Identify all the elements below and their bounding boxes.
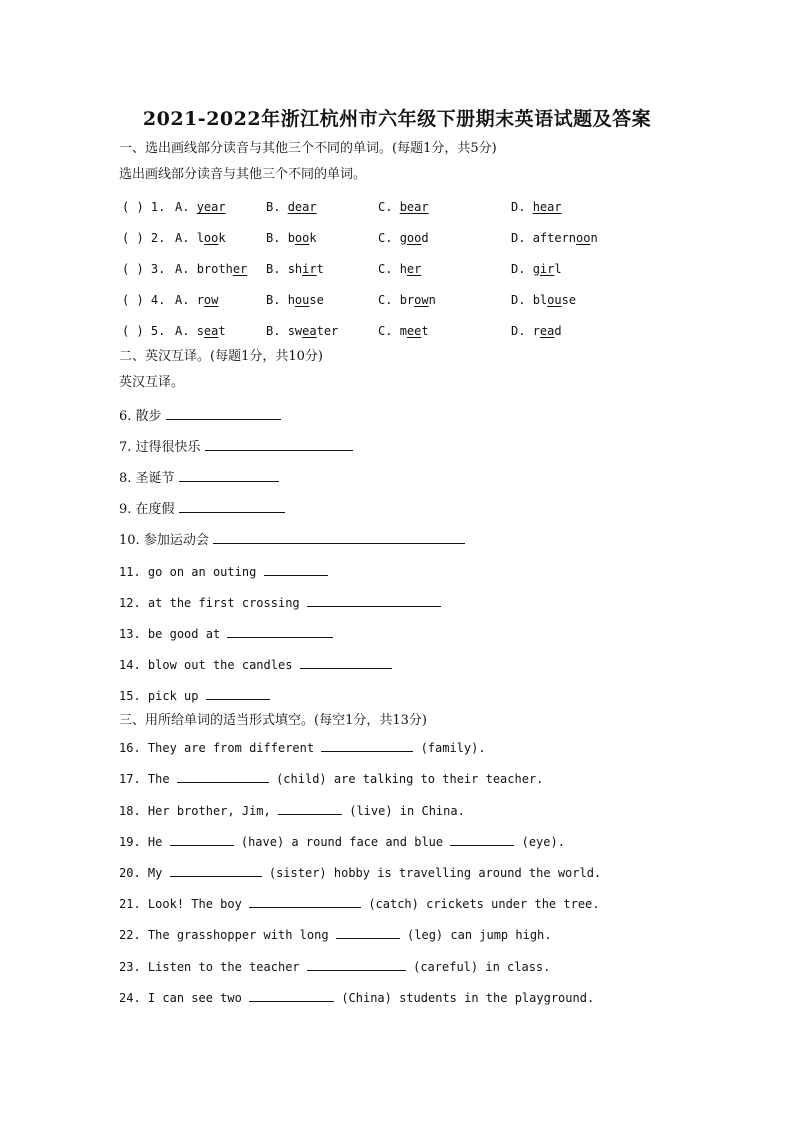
translation-item	[119, 594, 441, 611]
prompt-text: go on an outing	[147, 565, 257, 579]
option-letter: C.	[378, 200, 393, 214]
question-number: 16.	[119, 741, 141, 755]
question-number: 11.	[119, 565, 141, 579]
sentence-start: He	[147, 835, 163, 849]
question-number: 19.	[119, 835, 141, 849]
translation-item	[119, 656, 392, 673]
word-hint: (live) in China.	[349, 804, 465, 818]
word-prefix: b	[287, 231, 295, 245]
answer-blank[interactable]	[450, 833, 514, 846]
question-number: 22.	[119, 928, 141, 942]
prompt-text: 在度假	[135, 502, 175, 517]
word-suffix: t	[421, 324, 429, 338]
underlined-letters: oo	[576, 231, 591, 245]
option-letter: B.	[266, 262, 281, 276]
underlined-letters: ir	[539, 262, 555, 276]
translation-item	[119, 407, 281, 425]
underlined-letters: ow	[203, 293, 219, 307]
question-number: 10.	[119, 533, 140, 548]
option-b[interactable]	[266, 292, 324, 308]
option-letter: D.	[511, 231, 526, 245]
option-letter: A.	[175, 324, 190, 338]
option-letter: C.	[378, 324, 393, 338]
underlined-letters: bear	[399, 200, 429, 214]
answer-blank[interactable]	[300, 656, 392, 669]
word-prefix: broth	[196, 262, 233, 276]
fill-in-item	[119, 895, 600, 912]
underlined-letters: er	[406, 262, 422, 276]
fill-in-item	[119, 802, 465, 819]
section3-heading: 三、用所给单词的适当形式填空。(每空1分，共13分)	[119, 713, 427, 728]
prompt-text: at the first crossing	[147, 596, 300, 610]
question-number: ( ) 1.	[122, 200, 166, 214]
question-number: 18.	[119, 804, 141, 818]
option-a[interactable]	[175, 230, 226, 246]
section1-instruction: 选出画线部分读音与其他三个不同的单词。	[119, 167, 367, 182]
option-letter: C.	[378, 231, 393, 245]
option-d[interactable]	[511, 323, 562, 339]
answer-blank[interactable]	[166, 407, 281, 420]
option-letter: B.	[266, 293, 281, 307]
underlined-letters: dear	[287, 200, 317, 214]
underlined-letters: ea	[539, 324, 555, 338]
answer-blank[interactable]	[170, 864, 262, 877]
question-number: 7.	[119, 440, 132, 455]
question-number: 12.	[119, 596, 141, 610]
word-hint: (eye).	[521, 835, 565, 849]
fill-in-item	[119, 739, 486, 756]
option-letter: D.	[511, 324, 526, 338]
prompt-text: 散步	[135, 409, 162, 424]
word-suffix: t	[218, 324, 226, 338]
sentence-start: Her brother, Jim,	[147, 804, 271, 818]
underlined-letters: ea	[203, 324, 219, 338]
option-b[interactable]	[266, 323, 338, 339]
answer-blank[interactable]	[307, 594, 441, 607]
option-b[interactable]	[266, 230, 317, 246]
answer-blank[interactable]	[227, 625, 333, 638]
underlined-letters: oo	[294, 231, 310, 245]
word-prefix: sw	[287, 324, 303, 338]
prompt-text: 过得很快乐	[135, 440, 201, 455]
option-letter: A.	[175, 200, 190, 214]
answer-blank[interactable]	[249, 895, 361, 908]
section2-heading: 二、英汉互译。(每题1分，共10分)	[119, 349, 323, 364]
fill-in-item	[119, 833, 565, 850]
question-number: 13.	[119, 627, 141, 641]
translation-item	[119, 500, 285, 518]
underlined-letters: oo	[406, 231, 422, 245]
fill-in-item	[119, 926, 552, 943]
option-letter: D.	[511, 293, 526, 307]
option-c[interactable]	[378, 230, 429, 246]
fill-in-item	[119, 770, 543, 787]
answer-blank[interactable]	[321, 739, 413, 752]
question-number: ( ) 4.	[122, 293, 166, 307]
underlined-letters: ou	[294, 293, 310, 307]
question-number: 15.	[119, 689, 141, 703]
word-suffix: se	[561, 293, 577, 307]
underlined-letters: hear	[532, 200, 562, 214]
answer-blank[interactable]	[249, 989, 334, 1002]
underlined-letters: ir	[302, 262, 317, 276]
sentence-start: My	[147, 866, 163, 880]
word-hint: (careful) in class.	[413, 960, 551, 974]
word-suffix: k	[218, 231, 226, 245]
translation-item	[119, 438, 353, 456]
prompt-text: 圣诞节	[135, 471, 175, 486]
fill-in-item	[119, 864, 601, 881]
answer-blank[interactable]	[206, 687, 270, 700]
translation-item	[119, 531, 465, 549]
option-c[interactable]	[378, 323, 429, 339]
word-prefix: r	[532, 324, 540, 338]
option-letter: A.	[175, 262, 190, 276]
page-title: 2021-2022年浙江杭州市六年级下册期末英语试题及答案	[142, 108, 652, 130]
prompt-text: blow out the candles	[147, 658, 293, 672]
underlined-letters: oo	[203, 231, 219, 245]
answer-blank[interactable]	[205, 438, 353, 451]
sentence-start: Listen to the teacher	[147, 960, 300, 974]
word-hint: (have) a round face and blue	[240, 835, 444, 849]
word-hint: (leg) can jump high.	[407, 928, 552, 942]
word-hint: (China) students in the playground.	[341, 991, 595, 1005]
section1-heading: 一、选出画线部分读音与其他三个不同的单词。(每题1分，共5分)	[119, 141, 497, 156]
fill-in-item	[119, 989, 594, 1006]
word-prefix: g	[532, 262, 540, 276]
option-c[interactable]	[378, 199, 429, 215]
question-number: 8.	[119, 471, 132, 486]
translation-item	[119, 687, 270, 704]
word-prefix: m	[399, 324, 407, 338]
word-prefix: g	[399, 231, 407, 245]
word-hint: (child) are talking to their teacher.	[276, 772, 544, 786]
word-suffix: d	[554, 324, 562, 338]
option-a[interactable]	[175, 199, 226, 215]
option-d[interactable]	[511, 230, 598, 246]
fill-in-item	[119, 958, 550, 975]
option-letter: A.	[175, 293, 190, 307]
word-prefix: sh	[287, 262, 303, 276]
word-suffix: ter	[316, 324, 339, 338]
translation-item	[119, 469, 279, 487]
sentence-start: The grasshopper with long	[147, 928, 329, 942]
word-prefix: br	[399, 293, 415, 307]
option-letter: D.	[511, 262, 526, 276]
answer-blank[interactable]	[278, 802, 342, 815]
answer-blank[interactable]	[336, 926, 400, 939]
word-prefix: bl	[532, 293, 548, 307]
word-suffix: l	[554, 262, 562, 276]
word-prefix: aftern	[532, 231, 577, 245]
question-number: 9.	[119, 502, 132, 517]
sentence-start: They are from different	[147, 741, 315, 755]
word-hint: (family).	[420, 741, 486, 755]
prompt-text: pick up	[147, 689, 199, 703]
prompt-text: be good at	[147, 627, 221, 641]
question-number: ( ) 2.	[122, 231, 166, 245]
option-letter: C.	[378, 262, 393, 276]
answer-blank[interactable]	[264, 563, 328, 576]
section2-instruction: 英汉互译。	[119, 375, 185, 390]
option-letter: C.	[378, 293, 393, 307]
underlined-letters: ea	[302, 324, 317, 338]
option-letter: A.	[175, 231, 190, 245]
question-number: 21.	[119, 897, 141, 911]
option-letter: B.	[266, 231, 281, 245]
word-prefix: s	[196, 324, 204, 338]
prompt-text: 参加运动会	[143, 533, 209, 548]
sentence-start: The	[147, 772, 170, 786]
underlined-letters: year	[196, 200, 226, 214]
underlined-letters: ou	[547, 293, 562, 307]
question-number: ( ) 3.	[122, 262, 166, 276]
underlined-letters: ow	[414, 293, 429, 307]
underlined-letters: ee	[406, 324, 422, 338]
option-letter: B.	[266, 200, 281, 214]
option-letter: B.	[266, 324, 281, 338]
word-prefix: r	[196, 293, 204, 307]
word-suffix: n	[590, 231, 598, 245]
word-hint: (sister) hobby is travelling around the world.	[268, 866, 602, 880]
option-d[interactable]	[511, 199, 562, 215]
question-number: ( ) 5.	[122, 324, 166, 338]
option-b[interactable]	[266, 261, 324, 277]
answer-blank[interactable]	[177, 770, 269, 783]
underlined-letters: er	[232, 262, 248, 276]
question-number: 6.	[119, 409, 132, 424]
answer-blank[interactable]	[179, 469, 279, 482]
word-suffix: n	[428, 293, 436, 307]
sentence-start: Look! The boy	[147, 897, 242, 911]
question-number: 20.	[119, 866, 141, 880]
word-suffix: d	[421, 231, 429, 245]
question-number: 14.	[119, 658, 141, 672]
option-letter: D.	[511, 200, 526, 214]
option-c[interactable]	[378, 292, 436, 308]
option-d[interactable]	[511, 292, 576, 308]
word-suffix: k	[309, 231, 317, 245]
question-number: 24.	[119, 991, 141, 1005]
translation-item	[119, 563, 328, 580]
option-a[interactable]	[175, 323, 226, 339]
question-number: 23.	[119, 960, 141, 974]
sentence-start: I can see two	[147, 991, 242, 1005]
word-prefix: h	[399, 262, 407, 276]
answer-blank[interactable]	[307, 958, 406, 971]
translation-item	[119, 625, 333, 642]
word-suffix: se	[309, 293, 324, 307]
option-c[interactable]	[378, 261, 421, 277]
answer-blank[interactable]	[213, 531, 465, 544]
word-prefix: l	[196, 231, 204, 245]
answer-blank[interactable]	[179, 500, 285, 513]
answer-blank[interactable]	[170, 833, 234, 846]
word-hint: (catch) crickets under the tree.	[368, 897, 600, 911]
word-prefix: h	[287, 293, 295, 307]
option-a[interactable]	[175, 261, 247, 277]
word-suffix: t	[316, 262, 324, 276]
question-number: 17.	[119, 772, 141, 786]
option-a[interactable]	[175, 292, 218, 308]
option-d[interactable]	[511, 261, 562, 277]
option-b[interactable]	[266, 199, 317, 215]
